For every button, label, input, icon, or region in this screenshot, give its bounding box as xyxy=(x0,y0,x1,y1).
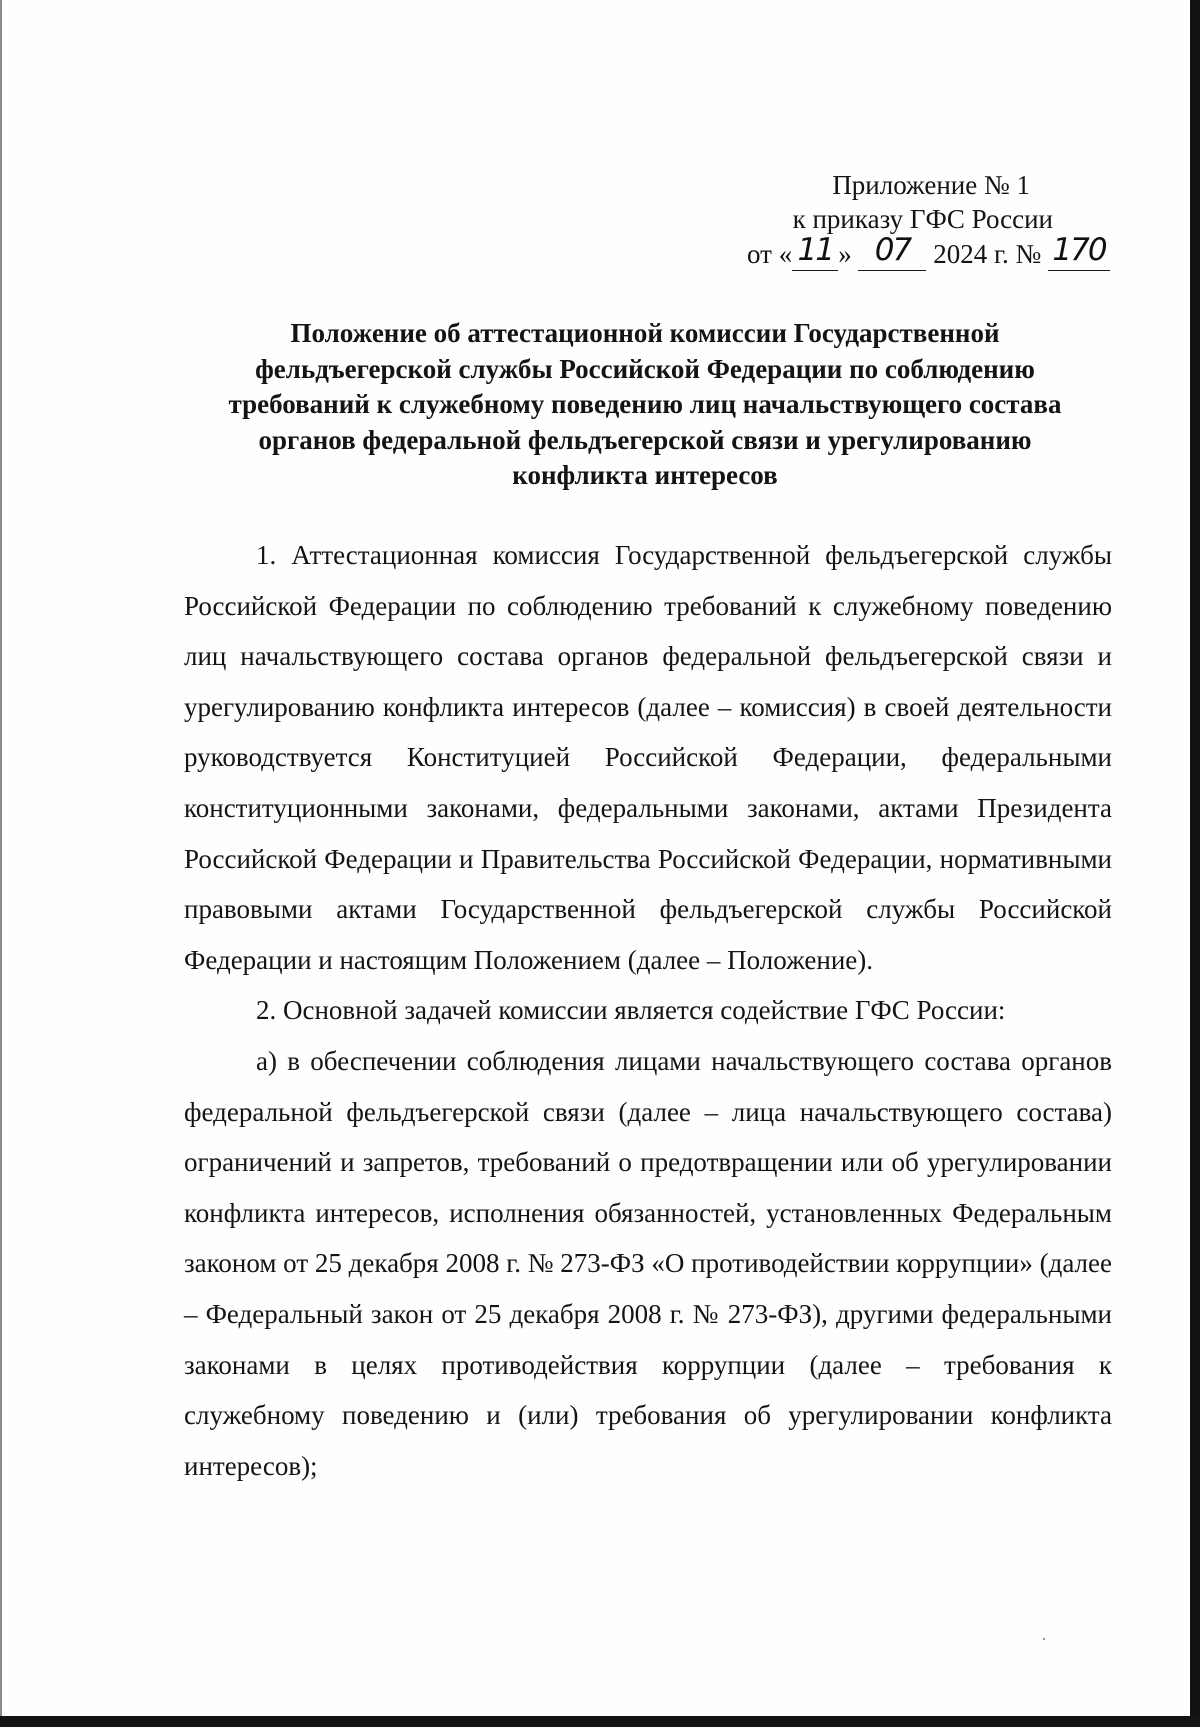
appendix-order-reference: к приказу ГФС России xyxy=(792,204,1053,234)
handwritten-month: 07 xyxy=(874,232,911,268)
title-line: конфликта интересов xyxy=(512,460,778,490)
date-separator: » xyxy=(838,239,852,269)
scan-edge-bottom xyxy=(0,1716,1200,1727)
date-prefix: от « xyxy=(747,239,793,269)
handwritten-day: 11 xyxy=(797,232,833,268)
order-number-field xyxy=(1048,232,1110,271)
paragraph-1: 1. Аттестационная комиссия Государственной фельдъегерской службы Российской Федерации по соблюдению требований к служебному поведению лиц начальствующего состава органов федеральной фельдъегерской связи и урегулированию конфликта интересов (далее – комиссия) в своей деятельности руководствуется Конституцией Российской Федерации, федеральными конституционными законами, федеральными законами, актами Президента Российской Федерации и Правительства Российской Федерации, нормативными правовыми актами Государственной фельдъегерской службы Российской Федерации и настоящим Положением (далее – Положение). xyxy=(184,540,1112,975)
appendix-header xyxy=(640,168,1110,271)
scan-speck xyxy=(1043,1638,1045,1640)
title-line: требований к служебному поведению лиц начальствующего состава xyxy=(228,389,1062,419)
title-line: органов федеральной фельдъегерской связи и урегулированию xyxy=(258,424,1032,455)
document-body xyxy=(184,530,1112,1491)
date-day-field xyxy=(792,232,838,271)
handwritten-order-number: 170 xyxy=(1052,232,1106,268)
appendix-date-line xyxy=(640,232,1110,271)
scan-edge-right xyxy=(1190,0,1200,1727)
title-line: фельдъегерской службы Российской Федерации по соблюдению xyxy=(255,353,1035,384)
date-year: 2024 г. № xyxy=(933,239,1042,269)
document-title xyxy=(185,316,1105,494)
scan-edge-left xyxy=(0,0,2,1727)
appendix-number: Приложение № 1 xyxy=(832,170,1030,200)
title-line: Положение об аттестационной комиссии Государственной xyxy=(290,318,1000,348)
date-month-field xyxy=(858,232,926,271)
paragraph-2: 2. Основной задачей комиссии является содействие ГФС России: xyxy=(256,995,1006,1026)
paragraph-2a: а) в обеспечении соблюдения лицами начальствующего состава органов федеральной фельдъегерской связи (далее – лица начальствующего состава) ограничений и запретов, требований о предотвращении или об урегулировании конфликта интересов, исполнения обязанностей, установленных Федеральным законом от 25 декабря 2008 г. № 273-ФЗ «О противодействии коррупции» (далее – Федеральный закон от 25 декабря 2008 г. № 273-ФЗ), другими федеральными законами в целях противодействия коррупции (далее – требования к служебному поведению и (или) требования об урегулировании конфликта интересов); xyxy=(184,1045,1112,1481)
